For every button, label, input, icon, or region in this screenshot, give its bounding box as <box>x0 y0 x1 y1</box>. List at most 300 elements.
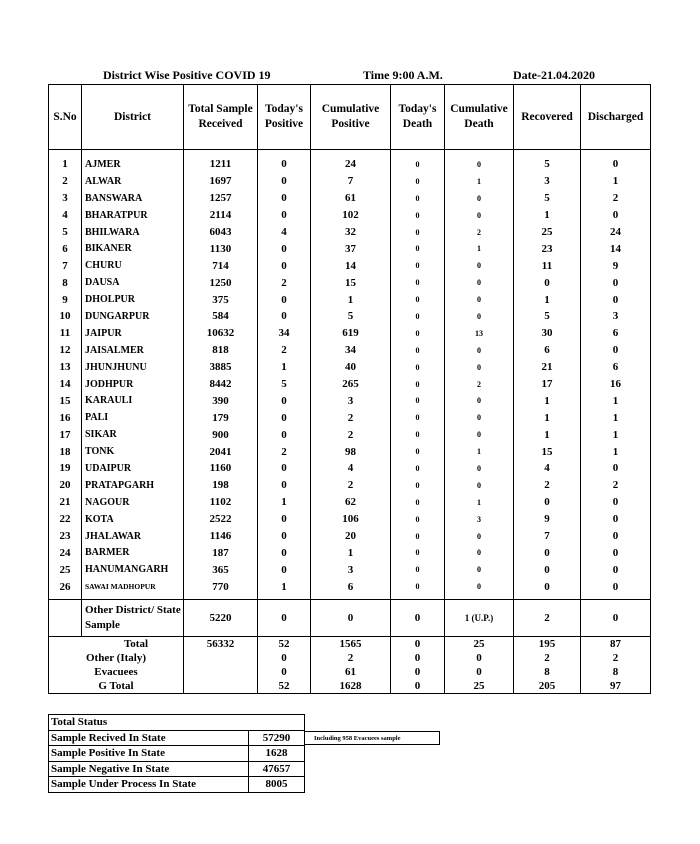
row-dis: 1 <box>581 426 651 443</box>
row-rec: 15 <box>514 443 581 460</box>
row-total: 1250 <box>184 274 258 291</box>
table-row <box>49 561 651 578</box>
row-district: HANUMANGARH <box>82 561 184 578</box>
total-rec: 205 <box>514 679 581 694</box>
row-sno: 9 <box>49 291 82 308</box>
row-dis: 0 <box>581 544 651 561</box>
table-row <box>49 224 651 241</box>
row-td: 0 <box>391 561 445 578</box>
total-cp: 61 <box>311 665 391 679</box>
total-tp: 52 <box>258 637 311 652</box>
row-rec: 5 <box>514 150 581 173</box>
table-row <box>49 274 651 291</box>
row-cd: 3 <box>445 511 514 528</box>
row-dis: 0 <box>581 291 651 308</box>
total-td: 0 <box>391 665 445 679</box>
row-cp: 20 <box>311 528 391 545</box>
row-sno: 14 <box>49 376 82 393</box>
table-row <box>49 173 651 190</box>
row-td: 0 <box>391 207 445 224</box>
col-cumulative-death: Cumulative Death <box>445 85 514 150</box>
row-district: NAGOUR <box>82 494 184 511</box>
row-td: 0 <box>391 150 445 173</box>
row-sno: 7 <box>49 257 82 274</box>
row-dis: 0 <box>581 460 651 477</box>
row-district: TONK <box>82 443 184 460</box>
other-district-discharged: 0 <box>581 600 651 637</box>
district-rows <box>49 150 651 600</box>
report-date: Date-21.04.2020 <box>513 68 595 82</box>
row-district: DUNGARPUR <box>82 308 184 325</box>
total-rec: 8 <box>514 665 581 679</box>
row-district: JHUNJHUNU <box>82 359 184 376</box>
row-sno: 16 <box>49 409 82 426</box>
total-total <box>184 679 258 694</box>
row-sno: 19 <box>49 460 82 477</box>
row-rec: 1 <box>514 409 581 426</box>
row-cp: 24 <box>311 150 391 173</box>
row-cd: 0 <box>445 578 514 599</box>
total-cp: 1628 <box>311 679 391 694</box>
row-cd: 0 <box>445 460 514 477</box>
row-tp: 0 <box>258 150 311 173</box>
row-dis: 0 <box>581 578 651 599</box>
row-cd: 1 <box>445 443 514 460</box>
total-label: Total <box>49 637 184 652</box>
row-tp: 0 <box>258 426 311 443</box>
row-tp: 0 <box>258 190 311 207</box>
row-td: 0 <box>391 460 445 477</box>
row-td: 0 <box>391 308 445 325</box>
row-cp: 7 <box>311 173 391 190</box>
row-sno: 23 <box>49 528 82 545</box>
row-district: CHURU <box>82 257 184 274</box>
row-cd: 2 <box>445 224 514 241</box>
row-rec: 3 <box>514 173 581 190</box>
row-dis: 0 <box>581 561 651 578</box>
row-sno: 2 <box>49 173 82 190</box>
status-value: 57290 <box>249 730 305 746</box>
row-rec: 1 <box>514 392 581 409</box>
row-total: 1257 <box>184 190 258 207</box>
row-td: 0 <box>391 359 445 376</box>
table-row <box>49 207 651 224</box>
row-cd: 1 <box>445 173 514 190</box>
row-cp: 3 <box>311 392 391 409</box>
row-dis: 0 <box>581 528 651 545</box>
row-total: 1211 <box>184 150 258 173</box>
row-sno: 25 <box>49 561 82 578</box>
table-row <box>49 426 651 443</box>
row-cp: 15 <box>311 274 391 291</box>
table-row <box>49 494 651 511</box>
row-tp: 0 <box>258 528 311 545</box>
row-rec: 11 <box>514 257 581 274</box>
row-cd: 1 <box>445 494 514 511</box>
col-todays-death: Today's Death <box>391 85 445 150</box>
row-dis: 9 <box>581 257 651 274</box>
total-status-table <box>48 714 305 793</box>
row-total: 6043 <box>184 224 258 241</box>
row-sno: 6 <box>49 240 82 257</box>
row-district: JAISALMER <box>82 342 184 359</box>
row-district: KARAULI <box>82 392 184 409</box>
total-rows <box>49 637 651 694</box>
row-rec: 5 <box>514 190 581 207</box>
report-time: Time 9:00 A.M. <box>363 68 443 82</box>
row-total: 2041 <box>184 443 258 460</box>
table-row <box>49 190 651 207</box>
row-rec: 0 <box>514 494 581 511</box>
row-rec: 1 <box>514 426 581 443</box>
row-cp: 619 <box>311 325 391 342</box>
row-tp: 1 <box>258 494 311 511</box>
row-district: PRATAPGARH <box>82 477 184 494</box>
table-row <box>49 376 651 393</box>
row-total: 187 <box>184 544 258 561</box>
table-header-row <box>49 85 651 150</box>
row-cd: 0 <box>445 257 514 274</box>
row-total: 900 <box>184 426 258 443</box>
status-label: Sample Recived In State <box>49 730 249 746</box>
other-district-total: 5220 <box>184 600 258 637</box>
row-dis: 24 <box>581 224 651 241</box>
evacuees-note: Including 958 Evacuees sample <box>304 731 440 745</box>
row-total: 3885 <box>184 359 258 376</box>
row-cp: 3 <box>311 561 391 578</box>
row-total: 2114 <box>184 207 258 224</box>
table-row <box>49 544 651 561</box>
row-tp: 2 <box>258 443 311 460</box>
row-sno: 15 <box>49 392 82 409</box>
row-district: ALWAR <box>82 173 184 190</box>
row-rec: 25 <box>514 224 581 241</box>
row-district: BIKANER <box>82 240 184 257</box>
row-district: BHILWARA <box>82 224 184 241</box>
total-label: Evacuees <box>49 665 184 679</box>
row-rec: 21 <box>514 359 581 376</box>
row-total: 1146 <box>184 528 258 545</box>
row-rec: 7 <box>514 528 581 545</box>
row-dis: 0 <box>581 207 651 224</box>
row-tp: 0 <box>258 460 311 477</box>
row-sno: 18 <box>49 443 82 460</box>
row-cd: 0 <box>445 409 514 426</box>
row-td: 0 <box>391 426 445 443</box>
row-cp: 4 <box>311 460 391 477</box>
row-dis: 6 <box>581 359 651 376</box>
row-total: 375 <box>184 291 258 308</box>
row-tp: 0 <box>258 409 311 426</box>
total-dis: 97 <box>581 679 651 694</box>
row-dis: 1 <box>581 443 651 460</box>
total-cp: 1565 <box>311 637 391 652</box>
row-dis: 3 <box>581 308 651 325</box>
col-total-sample: Total Sample Received <box>184 85 258 150</box>
row-sno: 10 <box>49 308 82 325</box>
other-district-cumulative-death: 1 (U.P.) <box>445 600 514 637</box>
row-total: 1697 <box>184 173 258 190</box>
table-row <box>49 528 651 545</box>
other-district-today-death: 0 <box>391 600 445 637</box>
row-cp: 34 <box>311 342 391 359</box>
row-cd: 0 <box>445 544 514 561</box>
row-cp: 98 <box>311 443 391 460</box>
other-district-cumulative-positive: 0 <box>311 600 391 637</box>
status-value: 47657 <box>249 761 305 777</box>
row-td: 0 <box>391 392 445 409</box>
total-cp: 2 <box>311 651 391 665</box>
row-tp: 2 <box>258 342 311 359</box>
table-row <box>49 342 651 359</box>
row-dis: 0 <box>581 274 651 291</box>
row-total: 818 <box>184 342 258 359</box>
col-district: District <box>82 85 184 150</box>
row-tp: 0 <box>258 308 311 325</box>
row-cp: 102 <box>311 207 391 224</box>
row-cp: 1 <box>311 291 391 308</box>
row-rec: 1 <box>514 207 581 224</box>
total-rec: 195 <box>514 637 581 652</box>
total-dis: 87 <box>581 637 651 652</box>
total-td: 0 <box>391 679 445 694</box>
row-cd: 0 <box>445 207 514 224</box>
row-tp: 34 <box>258 325 311 342</box>
row-td: 0 <box>391 274 445 291</box>
status-label: Sample Under Process In State <box>49 777 249 793</box>
row-rec: 1 <box>514 291 581 308</box>
row-dis: 0 <box>581 342 651 359</box>
table-row <box>49 359 651 376</box>
row-total: 365 <box>184 561 258 578</box>
table-row <box>49 291 651 308</box>
row-cp: 14 <box>311 257 391 274</box>
row-td: 0 <box>391 511 445 528</box>
table-row <box>49 409 651 426</box>
table-row <box>49 443 651 460</box>
total-dis: 2 <box>581 651 651 665</box>
row-district: SIKAR <box>82 426 184 443</box>
district-table <box>48 84 651 694</box>
row-rec: 0 <box>514 561 581 578</box>
row-district: DHOLPUR <box>82 291 184 308</box>
col-sno: S.No <box>49 85 82 150</box>
row-total: 2522 <box>184 511 258 528</box>
row-sno: 11 <box>49 325 82 342</box>
status-label: Sample Positive In State <box>49 746 249 762</box>
row-td: 0 <box>391 224 445 241</box>
total-tp: 0 <box>258 651 311 665</box>
report-title: District Wise Positive COVID 19 <box>103 68 271 82</box>
row-cd: 0 <box>445 190 514 207</box>
row-tp: 0 <box>258 561 311 578</box>
row-total: 1160 <box>184 460 258 477</box>
row-td: 0 <box>391 376 445 393</box>
row-cp: 265 <box>311 376 391 393</box>
row-cp: 61 <box>311 190 391 207</box>
status-label: Sample Negative In State <box>49 761 249 777</box>
row-dis: 1 <box>581 409 651 426</box>
row-td: 0 <box>391 578 445 599</box>
total-row <box>49 665 651 679</box>
row-cd: 0 <box>445 274 514 291</box>
row-tp: 1 <box>258 578 311 599</box>
row-td: 0 <box>391 528 445 545</box>
row-dis: 2 <box>581 477 651 494</box>
row-cd: 13 <box>445 325 514 342</box>
col-cumulative-positive: Cumulative Positive <box>311 85 391 150</box>
row-rec: 6 <box>514 342 581 359</box>
row-tp: 0 <box>258 240 311 257</box>
row-tp: 0 <box>258 477 311 494</box>
row-sno: 5 <box>49 224 82 241</box>
row-td: 0 <box>391 190 445 207</box>
total-cd: 25 <box>445 679 514 694</box>
row-rec: 30 <box>514 325 581 342</box>
status-value: 1628 <box>249 746 305 762</box>
row-district: BHARATPUR <box>82 207 184 224</box>
total-row <box>49 637 651 652</box>
row-total: 10632 <box>184 325 258 342</box>
row-td: 0 <box>391 173 445 190</box>
col-discharged: Discharged <box>581 85 651 150</box>
row-rec: 2 <box>514 477 581 494</box>
row-sno: 17 <box>49 426 82 443</box>
row-district: UDAIPUR <box>82 460 184 477</box>
total-dis: 8 <box>581 665 651 679</box>
row-sno: 24 <box>49 544 82 561</box>
row-cd: 0 <box>445 561 514 578</box>
table-row <box>49 257 651 274</box>
row-td: 0 <box>391 443 445 460</box>
row-total: 770 <box>184 578 258 599</box>
row-cd: 0 <box>445 291 514 308</box>
row-rec: 0 <box>514 274 581 291</box>
row-dis: 1 <box>581 173 651 190</box>
total-td: 0 <box>391 637 445 652</box>
row-total: 584 <box>184 308 258 325</box>
row-cd: 0 <box>445 308 514 325</box>
row-sno: 21 <box>49 494 82 511</box>
row-tp: 0 <box>258 511 311 528</box>
row-td: 0 <box>391 409 445 426</box>
total-cd: 0 <box>445 665 514 679</box>
row-tp: 5 <box>258 376 311 393</box>
row-sno: 22 <box>49 511 82 528</box>
other-district-label: Other District/ State Sample <box>82 600 184 637</box>
row-cp: 6 <box>311 578 391 599</box>
row-tp: 0 <box>258 257 311 274</box>
table-row <box>49 578 651 599</box>
row-cp: 40 <box>311 359 391 376</box>
total-total <box>184 665 258 679</box>
row-tp: 0 <box>258 544 311 561</box>
row-td: 0 <box>391 494 445 511</box>
status-value: 8005 <box>249 777 305 793</box>
row-cp: 5 <box>311 308 391 325</box>
row-dis: 0 <box>581 511 651 528</box>
row-sno: 20 <box>49 477 82 494</box>
row-tp: 4 <box>258 224 311 241</box>
row-dis: 14 <box>581 240 651 257</box>
row-dis: 0 <box>581 150 651 173</box>
row-total: 1130 <box>184 240 258 257</box>
col-todays-positive: Today's Positive <box>258 85 311 150</box>
row-district: DAUSA <box>82 274 184 291</box>
total-row <box>49 651 651 665</box>
row-cd: 0 <box>445 150 514 173</box>
row-dis: 16 <box>581 376 651 393</box>
row-td: 0 <box>391 240 445 257</box>
row-district: JODHPUR <box>82 376 184 393</box>
row-sno: 3 <box>49 190 82 207</box>
row-tp: 0 <box>258 173 311 190</box>
row-cd: 0 <box>445 342 514 359</box>
total-tp: 52 <box>258 679 311 694</box>
row-tp: 0 <box>258 392 311 409</box>
other-district-row <box>49 600 651 637</box>
row-tp: 2 <box>258 274 311 291</box>
row-rec: 17 <box>514 376 581 393</box>
row-cp: 62 <box>311 494 391 511</box>
row-rec: 23 <box>514 240 581 257</box>
row-cp: 1 <box>311 544 391 561</box>
row-total: 390 <box>184 392 258 409</box>
row-cp: 2 <box>311 477 391 494</box>
row-district: BANSWARA <box>82 190 184 207</box>
row-cd: 0 <box>445 359 514 376</box>
row-dis: 0 <box>581 494 651 511</box>
row-district: PALI <box>82 409 184 426</box>
total-cd: 0 <box>445 651 514 665</box>
table-row <box>49 460 651 477</box>
other-district-today-positive: 0 <box>258 600 311 637</box>
col-recovered: Recovered <box>514 85 581 150</box>
table-row <box>49 511 651 528</box>
other-district-recovered: 2 <box>514 600 581 637</box>
row-district: AJMER <box>82 150 184 173</box>
row-cp: 32 <box>311 224 391 241</box>
total-label: Other (Italy) <box>49 651 184 665</box>
row-sno: 1 <box>49 150 82 173</box>
table-row <box>49 308 651 325</box>
row-tp: 0 <box>258 207 311 224</box>
row-cd: 0 <box>445 426 514 443</box>
row-sno: 8 <box>49 274 82 291</box>
row-district: JAIPUR <box>82 325 184 342</box>
row-dis: 6 <box>581 325 651 342</box>
row-tp: 0 <box>258 291 311 308</box>
row-td: 0 <box>391 291 445 308</box>
row-cd: 0 <box>445 477 514 494</box>
row-rec: 0 <box>514 578 581 599</box>
row-td: 0 <box>391 325 445 342</box>
table-row <box>49 477 651 494</box>
row-cp: 106 <box>311 511 391 528</box>
row-td: 0 <box>391 342 445 359</box>
row-cd: 0 <box>445 392 514 409</box>
row-cp: 2 <box>311 426 391 443</box>
table-row <box>49 325 651 342</box>
row-td: 0 <box>391 477 445 494</box>
row-cd: 0 <box>445 528 514 545</box>
total-tp: 0 <box>258 665 311 679</box>
row-district: KOTA <box>82 511 184 528</box>
row-rec: 0 <box>514 544 581 561</box>
row-cp: 37 <box>311 240 391 257</box>
total-total: 56332 <box>184 637 258 652</box>
total-total <box>184 651 258 665</box>
